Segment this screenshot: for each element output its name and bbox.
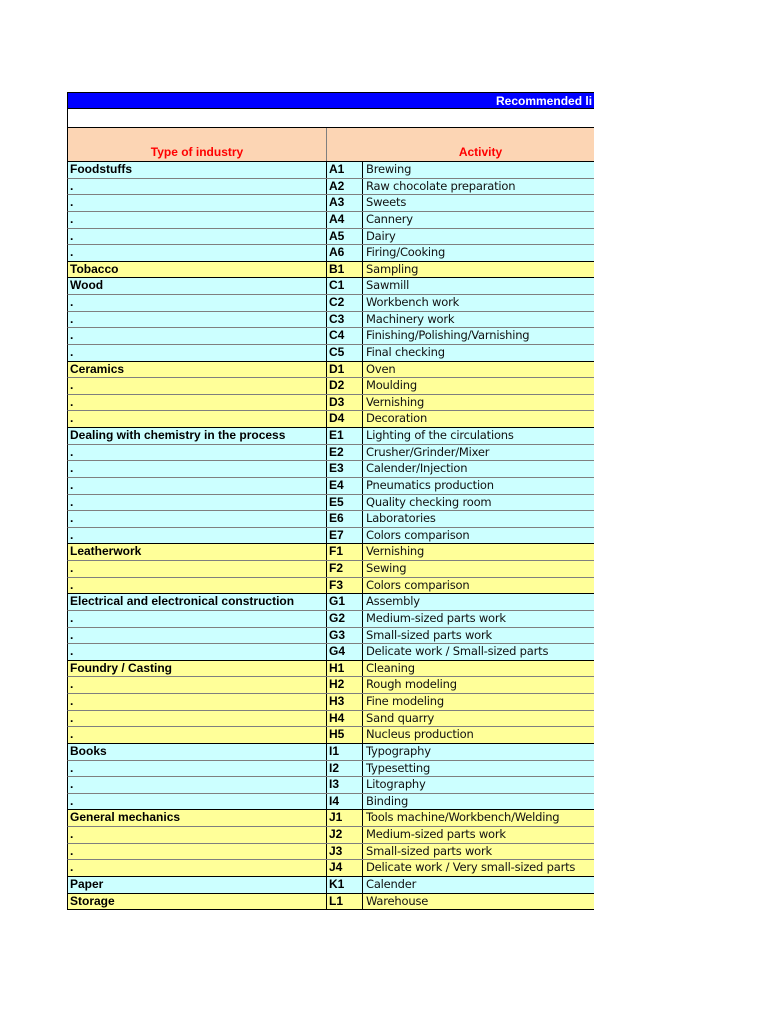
activity-cell[interactable]: Cannery (366, 211, 413, 226)
industry-cell[interactable]: . (68, 644, 327, 660)
code-cell[interactable]: G3 (327, 628, 363, 644)
industry-cell[interactable]: . (68, 528, 327, 544)
table-row (67, 328, 594, 345)
table-row (67, 528, 594, 545)
code-cell[interactable]: A1 (327, 162, 363, 178)
table-row (67, 262, 594, 279)
table-row (67, 877, 594, 894)
activity-cell[interactable]: Machinery work (366, 311, 455, 326)
activity-cell[interactable]: Final checking (366, 344, 445, 359)
industry-cell[interactable]: . (68, 777, 327, 793)
code-cell[interactable]: C3 (327, 312, 363, 328)
table-row (67, 611, 594, 628)
table-row (67, 195, 594, 212)
industry-cell[interactable]: Wood (68, 278, 327, 294)
activity-cell[interactable]: Laboratories (366, 511, 436, 526)
industry-cell[interactable]: Dealing with chemistry in the process (68, 428, 327, 444)
table-row (67, 644, 594, 661)
activity-cell[interactable]: Small-sized parts work (366, 627, 493, 642)
code-cell[interactable]: A6 (327, 245, 363, 261)
code-cell[interactable]: I4 (327, 794, 363, 810)
code-cell[interactable]: H5 (327, 727, 363, 743)
table-row (67, 478, 594, 495)
activity-cell[interactable]: Medium-sized parts work (366, 610, 506, 625)
table-row (67, 694, 594, 711)
activity-cell[interactable]: Sampling (366, 261, 419, 276)
code-cell[interactable]: D1 (327, 362, 363, 378)
table-row (67, 461, 594, 478)
industry-cell[interactable]: . (68, 245, 327, 261)
table-row (67, 411, 594, 428)
industry-cell[interactable]: Ceramics (68, 362, 327, 378)
activity-cell[interactable]: Small-sized parts work (366, 843, 493, 858)
activity-cell[interactable]: Rough modeling (366, 677, 457, 692)
table-row (67, 278, 594, 295)
table-row (67, 395, 594, 412)
spreadsheet (67, 92, 594, 910)
code-cell[interactable]: A2 (327, 179, 363, 195)
table-row (67, 245, 594, 262)
industry-cell[interactable]: . (68, 195, 327, 211)
activity-cell[interactable]: Dairy (366, 228, 396, 243)
activity-cell[interactable]: Lighting of the circulations (366, 428, 514, 442)
industry-cell[interactable]: . (68, 611, 327, 627)
industry-cell[interactable]: Electrical and electronical construction (68, 594, 327, 610)
industry-cell[interactable]: . (68, 628, 327, 644)
code-cell[interactable]: G4 (327, 644, 363, 660)
code-cell[interactable]: J3 (327, 844, 363, 860)
activity-cell[interactable]: Pneumatics production (366, 477, 494, 492)
table-row (67, 628, 594, 645)
activity-cell[interactable]: Typesetting (366, 760, 431, 775)
code-cell[interactable]: I1 (327, 744, 363, 760)
code-cell[interactable]: C2 (327, 295, 363, 311)
code-cell[interactable]: H3 (327, 694, 363, 710)
activity-cell[interactable]: Medium-sized parts work (366, 827, 506, 841)
table-row (67, 229, 594, 246)
activity-cell[interactable]: Delicate work / Very small-sized parts (366, 860, 576, 875)
activity-cell[interactable]: Warehouse (366, 893, 429, 908)
industry-cell[interactable]: Foodstuffs (68, 162, 327, 178)
industry-cell[interactable]: . (68, 478, 327, 494)
code-cell[interactable]: H4 (327, 711, 363, 727)
code-cell[interactable]: A4 (327, 212, 363, 228)
industry-cell[interactable]: . (68, 711, 327, 727)
table-row (67, 544, 594, 561)
code-cell[interactable]: G2 (327, 611, 363, 627)
code-cell[interactable]: A3 (327, 195, 363, 211)
table-body (67, 162, 594, 910)
table-row (67, 727, 594, 744)
industry-cell[interactable]: . (68, 827, 327, 843)
table-row (67, 561, 594, 578)
activity-cell[interactable]: Sand quarry (366, 710, 435, 725)
industry-cell[interactable]: . (68, 794, 327, 810)
code-cell[interactable]: D2 (327, 378, 363, 394)
code-cell[interactable]: A5 (327, 229, 363, 245)
table-row (67, 295, 594, 312)
activity-cell[interactable]: Workbench work (366, 295, 460, 309)
industry-cell[interactable]: . (68, 212, 327, 228)
table-row (67, 777, 594, 794)
industry-cell[interactable]: . (68, 578, 327, 594)
code-cell[interactable]: E1 (327, 428, 363, 444)
industry-cell[interactable]: . (68, 411, 327, 427)
code-cell[interactable]: G1 (327, 594, 363, 610)
table-row (67, 345, 594, 362)
industry-cell[interactable]: Foundry / Casting (68, 661, 327, 677)
activity-cell[interactable]: Calender/Injection (366, 461, 468, 476)
activity-cell[interactable]: Vernishing (366, 544, 425, 559)
industry-cell[interactable]: Books (68, 744, 327, 760)
table-row (67, 661, 594, 678)
industry-cell[interactable]: . (68, 561, 327, 577)
industry-cell[interactable]: . (68, 844, 327, 860)
code-cell[interactable]: B1 (327, 262, 363, 278)
code-cell[interactable]: E3 (327, 461, 363, 477)
code-cell[interactable]: I3 (327, 777, 363, 793)
industry-cell[interactable]: . (68, 677, 327, 693)
code-cell[interactable]: E6 (327, 511, 363, 527)
activity-cell[interactable]: Delicate work / Small-sized parts (366, 644, 549, 659)
code-cell[interactable]: I2 (327, 761, 363, 777)
table-row (67, 894, 594, 911)
industry-cell[interactable]: . (68, 395, 327, 411)
table-row (67, 162, 594, 179)
industry-cell[interactable]: . (68, 694, 327, 710)
table-row (67, 362, 594, 379)
activity-cell[interactable]: Raw chocolate preparation (366, 178, 516, 193)
industry-cell[interactable]: Storage (68, 894, 327, 910)
industry-cell[interactable]: . (68, 495, 327, 511)
activity-cell[interactable]: Quality checking room (366, 494, 492, 509)
industry-cell[interactable]: . (68, 229, 327, 245)
activity-cell[interactable]: Vernishing (366, 394, 425, 409)
code-cell[interactable]: H1 (327, 661, 363, 677)
activity-cell[interactable]: Litography (366, 777, 426, 792)
table-row (67, 844, 594, 861)
activity-cell[interactable]: Sewing (366, 561, 407, 575)
table-row (67, 827, 594, 844)
industry-cell[interactable]: . (68, 295, 327, 311)
table-row (67, 578, 594, 595)
table-row (67, 378, 594, 395)
table-row (67, 761, 594, 778)
industry-cell[interactable]: . (68, 761, 327, 777)
industry-cell[interactable]: . (68, 860, 327, 876)
activity-cell[interactable]: Crusher/Grinder/Mixer (366, 444, 490, 459)
table-row (67, 744, 594, 761)
code-cell[interactable]: J2 (327, 827, 363, 843)
activity-cell[interactable]: Binding (366, 793, 409, 808)
header-activity[interactable]: Activity (458, 145, 503, 159)
table-row (67, 428, 594, 445)
table-row (67, 445, 594, 462)
table-row (67, 810, 594, 827)
table-row (67, 179, 594, 196)
table-row (67, 711, 594, 728)
code-cell[interactable]: E4 (327, 478, 363, 494)
industry-cell[interactable]: . (68, 179, 327, 195)
activity-cell[interactable]: Sweets (366, 195, 407, 210)
activity-cell[interactable]: Decoration (366, 411, 428, 426)
activity-cell[interactable]: Typography (366, 743, 431, 758)
code-cell[interactable]: F3 (327, 578, 363, 594)
industry-cell[interactable]: . (68, 727, 327, 743)
industry-cell[interactable]: General mechanics (68, 810, 327, 826)
industry-cell[interactable]: Tobacco (68, 262, 327, 278)
code-cell[interactable]: J4 (327, 860, 363, 876)
code-cell[interactable]: C5 (327, 345, 363, 361)
blank-row[interactable] (67, 109, 594, 128)
activity-cell[interactable]: Cleaning (366, 660, 415, 675)
industry-cell[interactable]: . (68, 511, 327, 527)
industry-cell[interactable]: . (68, 345, 327, 361)
table-row (67, 511, 594, 528)
table-row (67, 794, 594, 811)
code-cell[interactable]: C1 (327, 278, 363, 294)
table-row (67, 312, 594, 329)
industry-cell[interactable]: Paper (68, 877, 327, 893)
table-row (67, 677, 594, 694)
activity-cell[interactable]: Tools machine/Workbench/Welding (366, 810, 560, 825)
activity-cell[interactable]: Calender (366, 876, 417, 891)
activity-cell[interactable]: Colors comparison (366, 527, 470, 542)
industry-cell[interactable]: . (68, 445, 327, 461)
industry-cell[interactable]: . (68, 328, 327, 344)
table-header (67, 128, 594, 162)
activity-cell[interactable]: Moulding (366, 378, 417, 393)
code-cell[interactable]: E5 (327, 495, 363, 511)
activity-cell[interactable]: Finishing/Polishing/Varnishing (366, 328, 530, 343)
code-cell[interactable]: F1 (327, 544, 363, 560)
code-cell[interactable]: H2 (327, 677, 363, 693)
activity-cell[interactable]: Colors comparison (366, 577, 470, 592)
activity-cell[interactable]: Assembly (366, 594, 420, 609)
activity-cell[interactable]: Fine modeling (366, 694, 444, 708)
industry-cell[interactable]: Leatherwork (68, 544, 327, 560)
industry-cell[interactable]: . (68, 461, 327, 477)
code-cell[interactable]: K1 (327, 877, 363, 893)
table-row (67, 594, 594, 611)
code-cell[interactable]: D4 (327, 411, 363, 427)
header-type-of-industry[interactable]: Type of industry (68, 128, 327, 161)
code-cell[interactable]: J1 (327, 810, 363, 826)
table-row (67, 212, 594, 229)
activity-cell[interactable]: Firing/Cooking (366, 245, 446, 260)
table-row (67, 860, 594, 877)
activity-cell[interactable]: Brewing (366, 162, 412, 176)
industry-cell[interactable]: . (68, 312, 327, 328)
activity-cell[interactable]: Nucleus production (366, 727, 474, 742)
industry-cell[interactable]: . (68, 378, 327, 394)
code-cell[interactable]: C4 (327, 328, 363, 344)
code-cell[interactable]: L1 (327, 894, 363, 910)
activity-cell[interactable]: Oven (366, 361, 396, 376)
code-cell[interactable]: E7 (327, 528, 363, 544)
code-cell[interactable]: E2 (327, 445, 363, 461)
title-bar (67, 92, 594, 109)
code-cell[interactable]: F2 (327, 561, 363, 577)
sheet-title: Recommended li (496, 94, 593, 108)
activity-cell[interactable]: Sawmill (366, 278, 410, 293)
code-cell[interactable]: D3 (327, 395, 363, 411)
table-row (67, 495, 594, 512)
